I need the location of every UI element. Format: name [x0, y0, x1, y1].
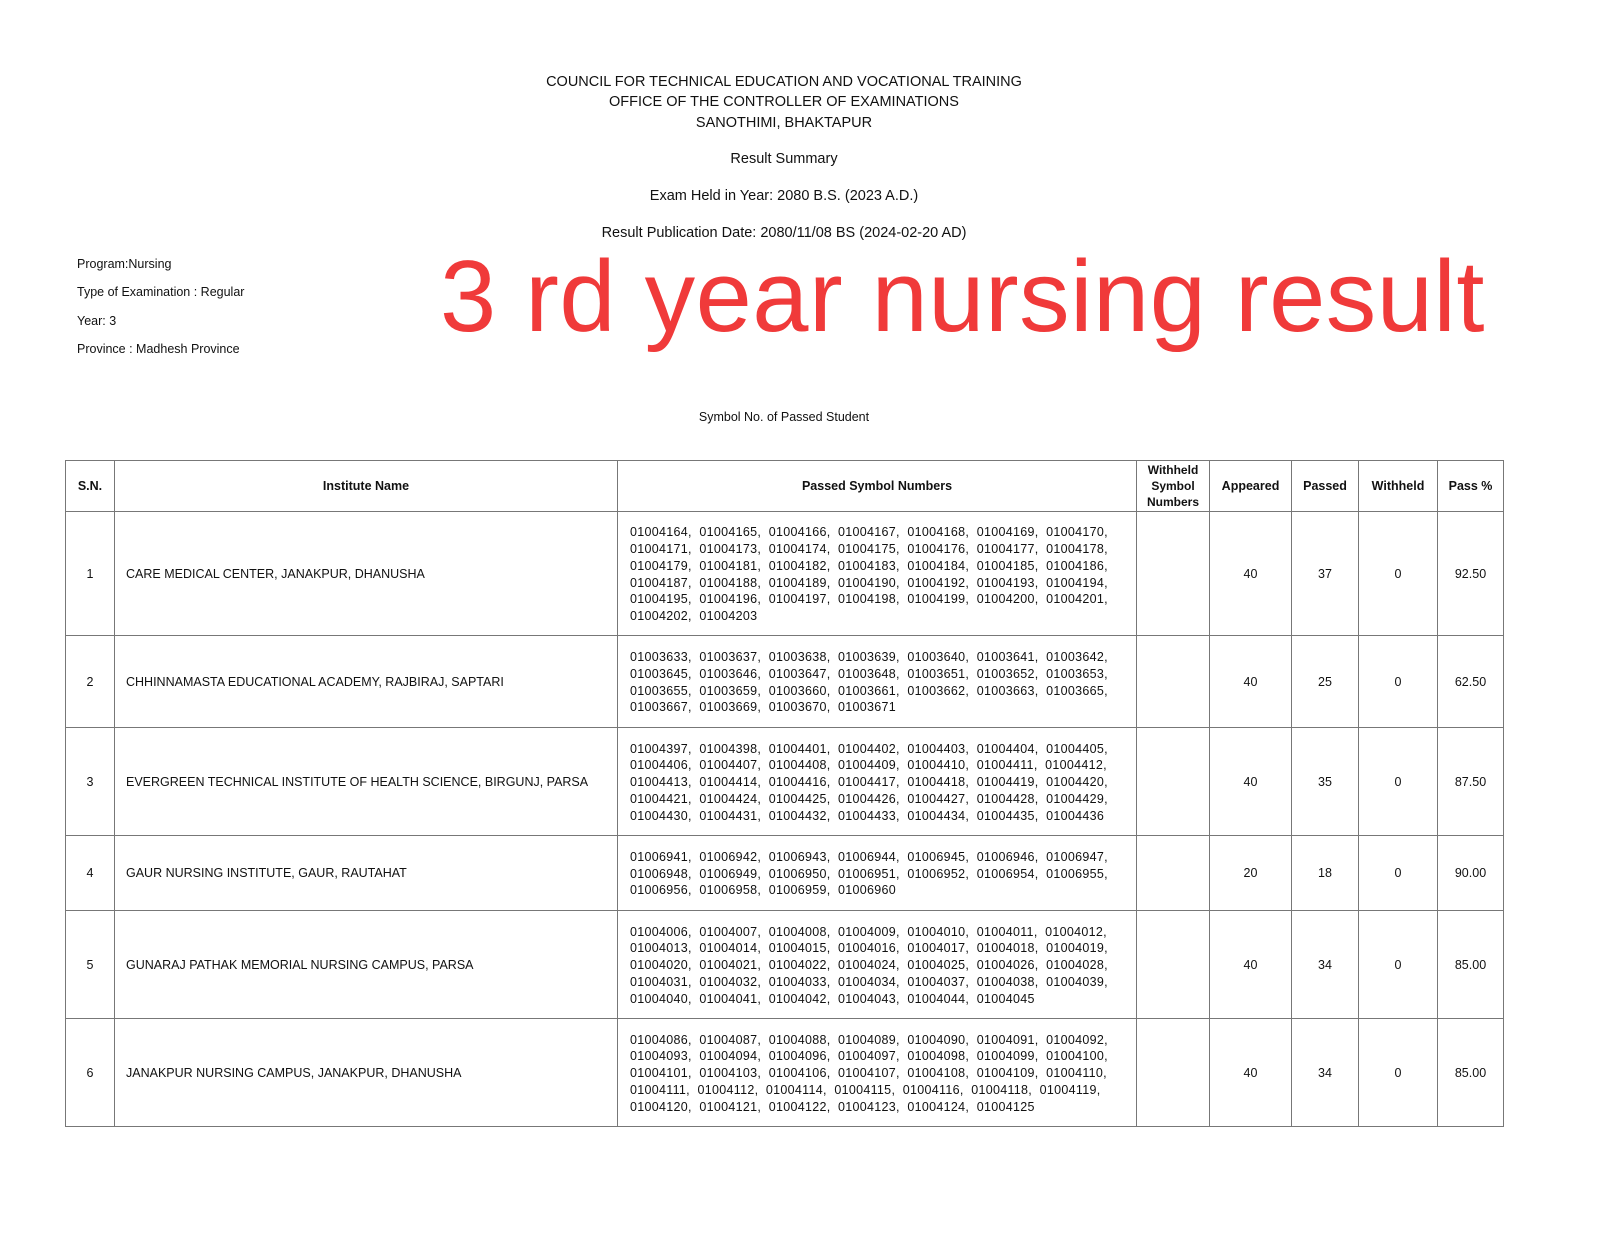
- symbol-number: 01004112: [697, 1082, 755, 1097]
- symbol-number: 01004045: [976, 991, 1035, 1006]
- symbol-number: 01004188: [699, 575, 758, 590]
- symbol-number: 01004108: [907, 1066, 966, 1081]
- symbol-number: 01003651: [907, 666, 966, 681]
- symbol-number: 01004020: [630, 958, 689, 973]
- withheld-count: 0: [1359, 1019, 1438, 1127]
- symbol-number: 01003663: [976, 683, 1035, 698]
- symbol-number: 01004170: [1046, 525, 1105, 540]
- symbol-number: 01004424: [699, 791, 758, 806]
- symbol-number: 01006952: [907, 866, 966, 881]
- symbol-number: 01006947: [1046, 849, 1105, 864]
- symbol-number: 01004115: [834, 1082, 892, 1097]
- symbol-number: 01004203: [699, 609, 758, 624]
- serial-number: 4: [66, 836, 115, 911]
- symbol-number: 01004194: [1046, 575, 1105, 590]
- symbol-line: 01004020, 01004021, 01004022, 01004024, 01004025, 01004026, 01004028,: [630, 958, 1112, 973]
- symbol-number: 01004166: [768, 525, 827, 540]
- symbol-number: 01004099: [976, 1049, 1035, 1064]
- symbol-number: 01003655: [630, 683, 689, 698]
- symbol-number: 01004006: [630, 924, 689, 939]
- symbol-line: 01004040, 01004041, 01004042, 01004043, 01004044, 01004045: [630, 991, 1035, 1006]
- symbol-number: 01004431: [699, 808, 758, 823]
- symbol-number: 01004402: [838, 741, 897, 756]
- symbol-number: 01004041: [699, 991, 758, 1006]
- symbol-number: 01004093: [630, 1049, 689, 1064]
- symbol-number: 01004192: [907, 575, 966, 590]
- symbol-number: 01004043: [838, 991, 897, 1006]
- symbol-line: 01003645, 01003646, 01003647, 01003648, 01003651, 01003652, 01003653,: [630, 666, 1112, 681]
- symbol-number: 01004096: [768, 1049, 827, 1064]
- symbol-line: 01004101, 01004103, 01004106, 01004107, 01004108, 01004109, 01004110,: [630, 1066, 1111, 1081]
- symbol-line: 01004164, 01004165, 01004166, 01004167, 01004168, 01004169, 01004170,: [630, 525, 1112, 540]
- institute-name: JANAKPUR NURSING CAMPUS, JANAKPUR, DHANUSHA: [115, 1019, 618, 1127]
- symbol-number: 01006951: [838, 866, 897, 881]
- symbol-number: 01004118: [971, 1082, 1029, 1097]
- symbol-number: 01004168: [907, 525, 966, 540]
- header-sn: S.N.: [66, 461, 115, 512]
- symbol-number: 01006956: [630, 883, 689, 898]
- symbol-number: 01004086: [630, 1032, 689, 1047]
- symbol-line: 01004111, 01004112, 01004114, 01004115, 01004116, 01004118, 01004119,: [630, 1082, 1105, 1097]
- withheld-count: 0: [1359, 911, 1438, 1019]
- symbol-number: 01004007: [699, 924, 758, 939]
- symbol-number: 01004039: [1046, 974, 1105, 989]
- withheld-symbol-numbers: [1137, 728, 1210, 836]
- symbol-number: 01004419: [976, 775, 1035, 790]
- pass-percentage: 90.00: [1438, 836, 1504, 911]
- table-caption: Symbol No. of Passed Student: [698, 410, 870, 424]
- symbol-number: 01004189: [768, 575, 827, 590]
- passed-count: 34: [1292, 1019, 1359, 1127]
- symbol-line: 01003667, 01003669, 01003670, 01003671: [630, 700, 897, 715]
- symbol-number: 01004414: [699, 775, 758, 790]
- symbol-line: 01004195, 01004196, 01004197, 01004198, 01004199, 01004200, 01004201,: [630, 592, 1112, 607]
- table-header-row: [66, 461, 1504, 512]
- symbol-number: 01004167: [838, 525, 897, 540]
- symbol-number: 01004417: [838, 775, 897, 790]
- symbol-number: 01004190: [838, 575, 897, 590]
- symbol-number: 01004017: [907, 941, 966, 956]
- passed-symbol-numbers: [618, 512, 1137, 636]
- symbol-line: 01004171, 01004173, 01004174, 01004175, 01004176, 01004177, 01004178,: [630, 541, 1112, 556]
- passed-symbol-numbers: [618, 728, 1137, 836]
- symbol-number: 01004420: [1046, 775, 1105, 790]
- symbol-number: 01004433: [838, 808, 897, 823]
- symbol-number: 01004425: [768, 791, 827, 806]
- symbol-number: 01004412: [1045, 758, 1104, 773]
- symbol-number: 01004097: [838, 1049, 897, 1064]
- withheld-count: 0: [1359, 728, 1438, 836]
- symbol-line: 01004202, 01004203: [630, 609, 758, 624]
- symbol-number: 01004436: [1046, 808, 1105, 823]
- symbol-number: 01004122: [768, 1099, 827, 1114]
- symbol-number: 01004164: [630, 525, 689, 540]
- symbol-line: 01004013, 01004014, 01004015, 01004016, 01004017, 01004018, 01004019,: [630, 941, 1112, 956]
- institute-name: GUNARAJ PATHAK MEMORIAL NURSING CAMPUS, PARSA: [115, 911, 618, 1019]
- symbol-number: 01004033: [768, 974, 827, 989]
- symbol-number: 01003638: [768, 649, 827, 664]
- office-address: SANOTHIMI, BHAKTAPUR: [695, 115, 873, 131]
- institute-name: CARE MEDICAL CENTER, JANAKPUR, DHANUSHA: [115, 512, 618, 636]
- symbol-number: 01003645: [630, 666, 689, 681]
- symbol-number: 01004107: [838, 1066, 897, 1081]
- symbol-number: 01004089: [838, 1032, 897, 1047]
- symbol-number: 01004031: [630, 974, 689, 989]
- symbol-number: 01004403: [907, 741, 966, 756]
- symbol-number: 01003653: [1046, 666, 1105, 681]
- symbol-number: 01004111: [630, 1082, 687, 1097]
- passed-symbol-numbers: [618, 836, 1137, 911]
- symbol-number: 01004110: [1046, 1066, 1104, 1081]
- symbol-number: 01004100: [1046, 1049, 1105, 1064]
- year-label: Year: 3: [77, 314, 117, 328]
- table-row: [66, 1019, 1504, 1127]
- symbol-number: 01004427: [907, 791, 966, 806]
- symbol-number: 01004416: [768, 775, 827, 790]
- withheld-symbol-numbers: [1137, 636, 1210, 728]
- symbol-number: 01004179: [630, 558, 689, 573]
- symbol-number: 01003660: [768, 683, 827, 698]
- symbol-number: 01004019: [1046, 941, 1105, 956]
- symbol-number: 01003640: [907, 649, 966, 664]
- symbol-number: 01004018: [976, 941, 1035, 956]
- symbol-number: 01003652: [976, 666, 1035, 681]
- passed-count: 37: [1292, 512, 1359, 636]
- pass-percentage: 85.00: [1438, 911, 1504, 1019]
- symbol-number: 01004195: [630, 592, 689, 607]
- appeared-count: 40: [1210, 728, 1292, 836]
- symbol-number: 01006942: [699, 849, 758, 864]
- symbol-number: 01004014: [699, 941, 758, 956]
- symbol-number: 01004398: [699, 741, 758, 756]
- exam-type-label: Type of Examination : Regular: [77, 285, 245, 299]
- symbol-number: 01004090: [907, 1032, 966, 1047]
- serial-number: 6: [66, 1019, 115, 1127]
- symbol-number: 01004201: [1046, 592, 1105, 607]
- symbol-number: 01004171: [630, 541, 689, 556]
- symbol-number: 01004198: [838, 592, 897, 607]
- symbol-line: 01004430, 01004431, 01004432, 01004433, 01004434, 01004435, 01004436: [630, 808, 1105, 823]
- symbol-number: 01004426: [838, 791, 897, 806]
- header-appeared: Appeared: [1210, 461, 1292, 512]
- symbol-number: 01004114: [765, 1082, 824, 1097]
- symbol-number: 01003633: [630, 649, 689, 664]
- symbol-number: 01004401: [768, 741, 827, 756]
- symbol-number: 01006941: [630, 849, 689, 864]
- passed-count: 35: [1292, 728, 1359, 836]
- symbol-number: 01004193: [976, 575, 1035, 590]
- symbol-number: 01003647: [768, 666, 827, 681]
- symbol-number: 01004012: [1045, 924, 1104, 939]
- institute-name: EVERGREEN TECHNICAL INSTITUTE OF HEALTH SCIENCE, BIRGUNJ, PARSA: [115, 728, 618, 836]
- passed-count: 25: [1292, 636, 1359, 728]
- header-pass-pct: Pass %: [1438, 461, 1504, 512]
- result-table: [65, 460, 1504, 1127]
- symbol-number: 01004011: [976, 924, 1034, 939]
- symbol-number: 01004187: [630, 575, 689, 590]
- appeared-count: 20: [1210, 836, 1292, 911]
- symbol-number: 01004405: [1046, 741, 1105, 756]
- symbol-number: 01004124: [907, 1099, 966, 1114]
- symbol-number: 01004174: [768, 541, 827, 556]
- symbol-number: 01003670: [768, 700, 827, 715]
- withheld-symbol-numbers: [1137, 1019, 1210, 1127]
- symbol-number: 01004010: [907, 924, 966, 939]
- symbol-number: 01004413: [630, 775, 689, 790]
- withheld-symbol-numbers: [1137, 836, 1210, 911]
- province-label: Province : Madhesh Province: [77, 342, 240, 356]
- header-institute: Institute Name: [115, 461, 618, 512]
- publication-date: Result Publication Date: 2080/11/08 BS (2024-02-20 AD): [601, 225, 967, 241]
- withheld-symbol-numbers: [1137, 512, 1210, 636]
- symbol-number: 01003639: [838, 649, 897, 664]
- serial-number: 1: [66, 512, 115, 636]
- appeared-count: 40: [1210, 1019, 1292, 1127]
- symbol-number: 01004196: [699, 592, 758, 607]
- symbol-line: 01004179, 01004181, 01004182, 01004183, 01004184, 01004185, 01004186,: [630, 558, 1112, 573]
- symbol-number: 01006945: [907, 849, 966, 864]
- symbol-number: 01004015: [768, 941, 827, 956]
- symbol-number: 01004021: [699, 958, 758, 973]
- header-withheld: Withheld: [1359, 461, 1438, 512]
- symbol-number: 01004088: [768, 1032, 827, 1047]
- symbol-number: 01004177: [976, 541, 1035, 556]
- header-withheld-symbols: Withheld Symbol Numbers: [1137, 461, 1210, 512]
- symbol-number: 01004181: [699, 558, 758, 573]
- symbol-number: 01004008: [768, 924, 827, 939]
- serial-number: 3: [66, 728, 115, 836]
- symbol-number: 01003671: [838, 700, 897, 715]
- symbol-number: 01006955: [1046, 866, 1105, 881]
- institute-name: CHHINNAMASTA EDUCATIONAL ACADEMY, RAJBIRAJ, SAPTARI: [115, 636, 618, 728]
- table-row: [66, 836, 1504, 911]
- institute-name: GAUR NURSING INSTITUTE, GAUR, RAUTAHAT: [115, 836, 618, 911]
- symbol-number: 01004087: [699, 1032, 758, 1047]
- symbol-number: 01004125: [976, 1099, 1035, 1114]
- symbol-line: 01004397, 01004398, 01004401, 01004402, 01004403, 01004404, 01004405,: [630, 741, 1112, 756]
- symbol-line: 01004413, 01004414, 01004416, 01004417, 01004418, 01004419, 01004420,: [630, 775, 1112, 790]
- symbol-number: 01004169: [976, 525, 1035, 540]
- symbol-number: 01004106: [768, 1066, 827, 1081]
- symbol-number: 01004186: [1046, 558, 1105, 573]
- symbol-line: 01004086, 01004087, 01004088, 01004089, 01004090, 01004091, 01004092,: [630, 1032, 1112, 1047]
- symbol-number: 01004175: [838, 541, 897, 556]
- symbol-number: 01004123: [838, 1099, 897, 1114]
- symbol-number: 01004092: [1046, 1032, 1105, 1047]
- symbol-number: 01004026: [976, 958, 1035, 973]
- symbol-number: 01004028: [1046, 958, 1105, 973]
- symbol-number: 01004199: [907, 592, 966, 607]
- symbol-line: 01004421, 01004424, 01004425, 01004426, 01004427, 01004428, 01004429,: [630, 791, 1112, 806]
- symbol-number: 01004178: [1046, 541, 1105, 556]
- symbol-number: 01004176: [907, 541, 966, 556]
- passed-count: 18: [1292, 836, 1359, 911]
- withheld-count: 0: [1359, 836, 1438, 911]
- symbol-number: 01006950: [768, 866, 827, 881]
- symbol-line: 01003633, 01003637, 01003638, 01003639, 01003640, 01003641, 01003642,: [630, 649, 1112, 664]
- symbol-number: 01003665: [1046, 683, 1105, 698]
- symbol-number: 01004397: [630, 741, 689, 756]
- table-row: [66, 728, 1504, 836]
- symbol-number: 01006943: [768, 849, 827, 864]
- symbol-number: 01004410: [907, 758, 966, 773]
- symbol-line: 01003655, 01003659, 01003660, 01003661, 01003662, 01003663, 01003665,: [630, 683, 1112, 698]
- symbol-number: 01004197: [768, 592, 827, 607]
- passed-symbol-numbers: [618, 636, 1137, 728]
- header-passed-symbols: Passed Symbol Numbers: [618, 461, 1137, 512]
- symbol-number: 01004037: [907, 974, 966, 989]
- program-label: Program:Nursing: [77, 257, 172, 271]
- overlay-annotation: 3 rd year nursing result: [440, 241, 1485, 353]
- symbol-number: 01004119: [1039, 1082, 1097, 1097]
- symbol-number: 01004103: [699, 1066, 758, 1081]
- symbol-line: 01004187, 01004188, 01004189, 01004190, 01004192, 01004193, 01004194,: [630, 575, 1112, 590]
- symbol-number: 01004109: [976, 1066, 1035, 1081]
- appeared-count: 40: [1210, 636, 1292, 728]
- symbol-number: 01004430: [630, 808, 689, 823]
- symbol-number: 01004421: [630, 791, 689, 806]
- symbol-number: 01004173: [699, 541, 758, 556]
- symbol-number: 01004034: [838, 974, 897, 989]
- withheld-count: 0: [1359, 512, 1438, 636]
- pass-percentage: 85.00: [1438, 1019, 1504, 1127]
- symbol-number: 01003662: [907, 683, 966, 698]
- symbol-number: 01004165: [699, 525, 758, 540]
- symbol-line: 01006948, 01006949, 01006950, 01006951, 01006952, 01006954, 01006955,: [630, 866, 1112, 881]
- symbol-number: 01004024: [838, 958, 897, 973]
- symbol-number: 01004038: [976, 974, 1035, 989]
- symbol-number: 01004022: [768, 958, 827, 973]
- symbol-number: 01004434: [907, 808, 966, 823]
- symbol-number: 01003642: [1046, 649, 1105, 664]
- symbol-number: 01004025: [907, 958, 966, 973]
- symbol-line: 01004120, 01004121, 01004122, 01004123, 01004124, 01004125: [630, 1099, 1035, 1114]
- appeared-count: 40: [1210, 911, 1292, 1019]
- passed-symbol-numbers: [618, 1019, 1137, 1127]
- withheld-symbol-numbers: [1137, 911, 1210, 1019]
- symbol-number: 01006944: [838, 849, 897, 864]
- symbol-number: 01004182: [768, 558, 827, 573]
- symbol-number: 01004184: [907, 558, 966, 573]
- symbol-number: 01004200: [976, 592, 1035, 607]
- symbol-number: 01003659: [699, 683, 758, 698]
- symbol-number: 01004101: [630, 1066, 689, 1081]
- symbol-number: 01004098: [907, 1049, 966, 1064]
- symbol-number: 01003646: [699, 666, 758, 681]
- table-row: [66, 911, 1504, 1019]
- serial-number: 5: [66, 911, 115, 1019]
- symbol-number: 01004418: [907, 775, 966, 790]
- symbol-number: 01003641: [976, 649, 1035, 664]
- symbol-number: 01006948: [630, 866, 689, 881]
- pass-percentage: 62.50: [1438, 636, 1504, 728]
- symbol-number: 01004121: [699, 1099, 758, 1114]
- symbol-number: 01003648: [838, 666, 897, 681]
- symbol-number: 01003669: [699, 700, 758, 715]
- symbol-number: 01004407: [699, 758, 758, 773]
- symbol-line: 01004406, 01004407, 01004408, 01004409, 01004410, 01004411, 01004412,: [630, 758, 1111, 773]
- withheld-count: 0: [1359, 636, 1438, 728]
- symbol-number: 01006960: [838, 883, 897, 898]
- symbol-number: 01004032: [699, 974, 758, 989]
- symbol-number: 01006959: [768, 883, 827, 898]
- table-row: [66, 636, 1504, 728]
- symbol-number: 01004429: [1046, 791, 1105, 806]
- symbol-line: 01006941, 01006942, 01006943, 01006944, 01006945, 01006946, 01006947,: [630, 849, 1112, 864]
- council-name: COUNCIL FOR TECHNICAL EDUCATION AND VOCATIONAL TRAINING: [546, 74, 1022, 90]
- symbol-line: 01004093, 01004094, 01004096, 01004097, 01004098, 01004099, 01004100,: [630, 1049, 1112, 1064]
- symbol-number: 01004428: [976, 791, 1035, 806]
- symbol-number: 01004016: [838, 941, 897, 956]
- passed-count: 34: [1292, 911, 1359, 1019]
- symbol-line: 01004006, 01004007, 01004008, 01004009, 01004010, 01004011, 01004012,: [630, 924, 1111, 939]
- passed-symbol-numbers: [618, 911, 1137, 1019]
- symbol-number: 01004202: [630, 609, 689, 624]
- symbol-number: 01006946: [976, 849, 1035, 864]
- symbol-number: 01004013: [630, 941, 689, 956]
- symbol-number: 01004185: [976, 558, 1035, 573]
- symbol-number: 01006954: [976, 866, 1035, 881]
- symbol-number: 01004042: [768, 991, 827, 1006]
- symbol-number: 01004120: [630, 1099, 689, 1114]
- symbol-number: 01004404: [976, 741, 1035, 756]
- pass-percentage: 92.50: [1438, 512, 1504, 636]
- symbol-number: 01004408: [768, 758, 827, 773]
- pass-percentage: 87.50: [1438, 728, 1504, 836]
- symbol-number: 01006958: [699, 883, 758, 898]
- appeared-count: 40: [1210, 512, 1292, 636]
- table-row: [66, 512, 1504, 636]
- header-passed: Passed: [1292, 461, 1359, 512]
- symbol-line: 01006956, 01006958, 01006959, 01006960: [630, 883, 897, 898]
- symbol-number: 01004009: [838, 924, 897, 939]
- document-title: Result Summary: [730, 151, 838, 167]
- symbol-number: 01004411: [976, 758, 1034, 773]
- symbol-number: 01006949: [699, 866, 758, 881]
- office-name: OFFICE OF THE CONTROLLER OF EXAMINATIONS: [609, 94, 959, 110]
- exam-year: Exam Held in Year: 2080 B.S. (2023 A.D.): [649, 188, 919, 204]
- serial-number: 2: [66, 636, 115, 728]
- symbol-number: 01004406: [630, 758, 689, 773]
- symbol-number: 01004040: [630, 991, 689, 1006]
- symbol-number: 01004116: [902, 1082, 960, 1097]
- symbol-line: 01004031, 01004032, 01004033, 01004034, 01004037, 01004038, 01004039,: [630, 974, 1112, 989]
- symbol-number: 01004044: [907, 991, 966, 1006]
- symbol-number: 01004435: [976, 808, 1035, 823]
- symbol-number: 01004432: [768, 808, 827, 823]
- symbol-number: 01004409: [838, 758, 897, 773]
- symbol-number: 01004091: [976, 1032, 1035, 1047]
- symbol-number: 01004094: [699, 1049, 758, 1064]
- symbol-number: 01003667: [630, 700, 689, 715]
- symbol-number: 01003637: [699, 649, 758, 664]
- symbol-number: 01003661: [838, 683, 897, 698]
- symbol-number: 01004183: [838, 558, 897, 573]
